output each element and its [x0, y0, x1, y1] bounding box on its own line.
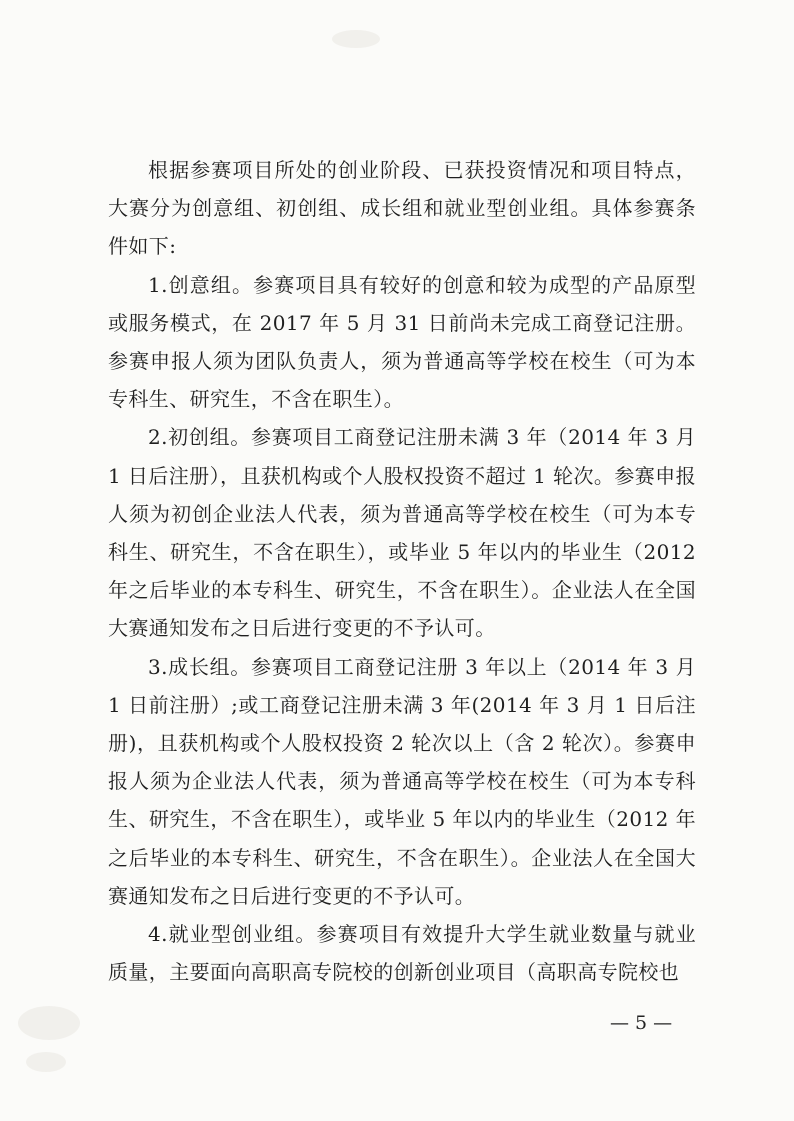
paper-speck [26, 1052, 66, 1072]
paragraph-startup-group: 2.初创组。参赛项目工商登记注册未满 3 年（2014 年 3 月 1 日后注册），且获机构或个人股权投资不超过 1 轮次。参赛申报人须为初创企业法人代表，须为普通高等学校在校生（可为本专科生、研究生，不含在职生），或毕业 5 年以内的毕业生（2012 年之后毕业的本专科生、研究生，不含在职生）。企业法人在全国大赛通知发布之日后进行变更的不予认可。 [108, 425, 696, 641]
paragraph-employment-group: 4.就业型创业组。参赛项目有效提升大学生就业数量与就业质量，主要面向高职高专院校的创新创业项目（高职高专院校也 [108, 922, 696, 985]
paragraph-creative-group: 1.创意组。参赛项目具有较好的创意和较为成型的产品原型或服务模式，在 2017 年 5 月 31 日前尚未完成工商登记注册。参赛申报人须为团队负责人，须为普通高等学校在校生（可为本专科生、研究生，不含在职生）。 [108, 272, 696, 412]
paragraph-growth-group: 3.成长组。参赛项目工商登记注册 3 年以上（2014 年 3 月 1 日前注册）;或工商登记注册未满 3 年(2014 年 3 月 1 日后注册)，且获机构或个人股权投资 2 轮次以上（含 2 轮次）。参赛申报人须为企业法人代表，须为普通高等学校在校生（可为本专科生、研究生，不含在职生），或毕业 5 年以内的毕业生（2012 年之后毕业的本专科生、研究生，不含在职生）。企业法人在全国大赛通知发布之日后进行变更的不予认可。 [108, 654, 696, 908]
paper-speck [332, 30, 380, 48]
paper-speck [18, 1006, 80, 1040]
page-number: — 5 — [610, 1012, 673, 1034]
paragraph-intro: 根据参赛项目所处的创业阶段、已获投资情况和项目特点，大赛分为创意组、初创组、成长组和就业型创业组。具体参赛条件如下: [108, 158, 696, 259]
body-text [108, 151, 696, 991]
